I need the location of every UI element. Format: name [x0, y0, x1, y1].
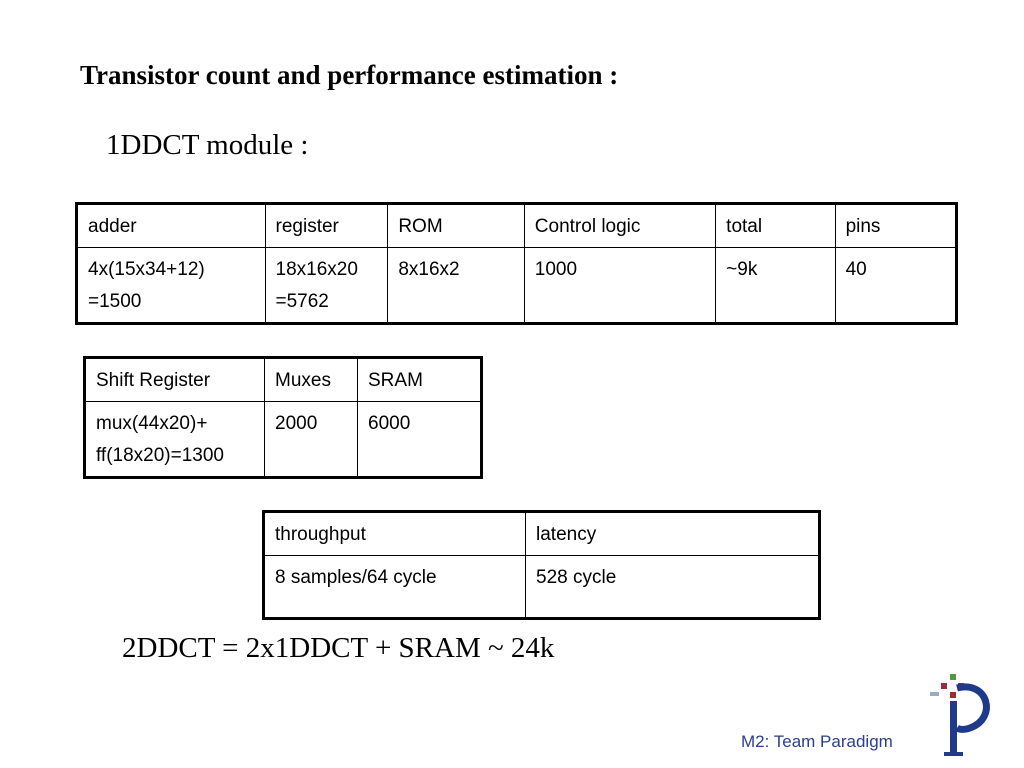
table-header-row [85, 358, 482, 402]
logo-green-square [950, 674, 956, 680]
paradigm-logo-icon [926, 670, 998, 760]
cell-line: =1500 [88, 291, 142, 312]
cell-line: 1000 [534, 259, 578, 280]
logo-swoosh [930, 692, 939, 696]
cell-adder-value [77, 248, 266, 324]
logo-p-foot [944, 752, 963, 756]
performance-table [262, 510, 821, 620]
logo-graphic [926, 670, 998, 760]
cell-sram-value [358, 402, 482, 478]
header-cell-latency: latency [526, 512, 820, 556]
table-row [264, 556, 820, 619]
header-cell-total: total [716, 204, 835, 248]
cell-line: 8x16x2 [398, 259, 460, 280]
slide-title: Transistor count and performance estimation : [80, 60, 619, 90]
cell-pins-value [835, 248, 956, 324]
formula-text: 2DDCT = 2x1DDCT + SRAM ~ 24k [122, 632, 555, 664]
table-header-row [264, 512, 820, 556]
cell-line: 40 [845, 259, 867, 280]
cell-line: 2000 [275, 413, 318, 434]
header-cell-sram: SRAM [358, 358, 482, 402]
cell-muxes-value [265, 402, 358, 478]
header-cell-control-logic: Control logic [524, 204, 715, 248]
cell-shift-register-value [85, 402, 265, 478]
header-cell-register: register [265, 204, 388, 248]
logo-red-square [950, 692, 956, 698]
cell-line: 18x16x20 [275, 259, 358, 280]
header-cell-throughput: throughput [264, 512, 526, 556]
cell-register-value [265, 248, 388, 324]
cell-throughput-value: 8 samples/64 cycle [264, 556, 526, 619]
logo-p-stem [950, 701, 957, 754]
header-cell-muxes: Muxes [265, 358, 358, 402]
transistor-count-table [75, 202, 958, 325]
header-cell-rom: ROM [388, 204, 524, 248]
cell-line: ~9k [726, 259, 758, 280]
cell-control-logic-value [524, 248, 715, 324]
cell-line: =5762 [275, 291, 329, 312]
slide-subtitle: 1DDCT module : [106, 129, 309, 161]
buffer-table [83, 356, 483, 479]
cell-line: 4x(15x34+12) [88, 259, 205, 280]
footer-text: M2: Team Paradigm [741, 732, 893, 751]
logo-p-bowl [957, 687, 986, 730]
logo-red-square [941, 683, 947, 689]
table-header-row [77, 204, 957, 248]
header-cell-adder: adder [77, 204, 266, 248]
header-cell-pins: pins [835, 204, 956, 248]
cell-total-value [716, 248, 835, 324]
cell-rom-value [388, 248, 524, 324]
cell-line: mux(44x20)+ [96, 413, 208, 434]
cell-line: ff(18x20)=1300 [96, 445, 224, 466]
cell-latency-value: 528 cycle [526, 556, 820, 619]
table-row [77, 248, 957, 324]
header-cell-shift-register: Shift Register [85, 358, 265, 402]
cell-line: 6000 [368, 413, 411, 434]
table-row [85, 402, 482, 478]
